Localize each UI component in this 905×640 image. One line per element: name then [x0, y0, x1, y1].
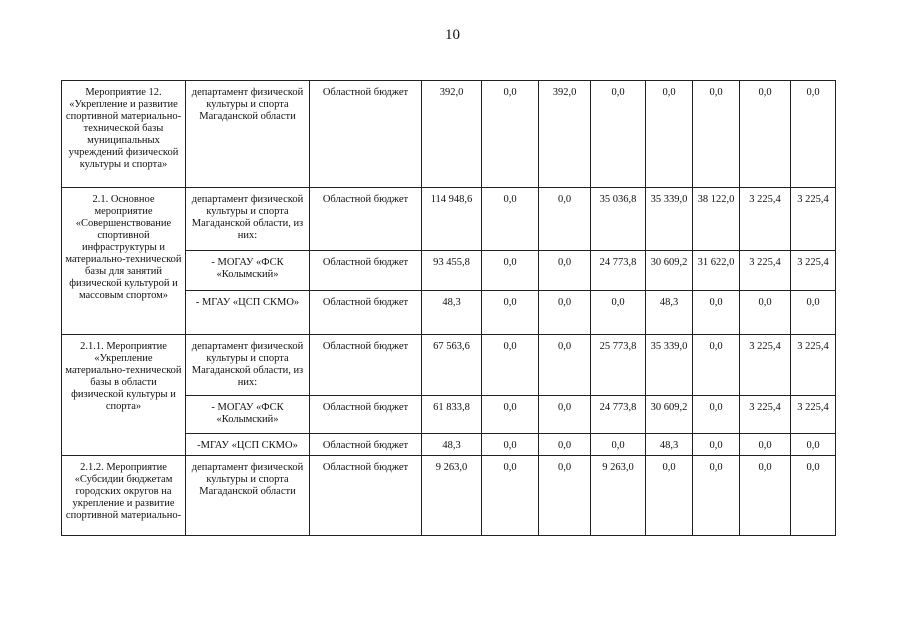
page-number: 10: [445, 27, 460, 43]
value-cell: 0,0: [693, 291, 740, 335]
value-cell: 38 122,0: [693, 188, 740, 251]
source-cell: Областной бюджет: [310, 335, 422, 396]
source-cell: Областной бюджет: [310, 434, 422, 456]
value-cell: 0,0: [482, 291, 539, 335]
value-cell: 392,0: [422, 81, 482, 188]
value-cell: 35 339,0: [646, 188, 693, 251]
value-cell: 30 609,2: [646, 396, 693, 434]
value-cell: 0,0: [646, 456, 693, 536]
value-cell: 35 339,0: [646, 335, 693, 396]
value-cell: 0,0: [740, 456, 791, 536]
value-cell: 0,0: [693, 456, 740, 536]
value-cell: 0,0: [791, 456, 836, 536]
source-cell: Областной бюджет: [310, 456, 422, 536]
value-cell: 48,3: [646, 434, 693, 456]
value-cell: 35 036,8: [591, 188, 646, 251]
value-cell: 0,0: [539, 434, 591, 456]
value-cell: 0,0: [539, 291, 591, 335]
value-cell: 9 263,0: [422, 456, 482, 536]
executor-cell: - МОГАУ «ФСК «Колымский»: [186, 251, 310, 291]
executor-cell: - МГАУ «ЦСП СКМО»: [186, 291, 310, 335]
value-cell: 9 263,0: [591, 456, 646, 536]
executor-cell: департамент физической культуры и спорта Магаданской области: [186, 81, 310, 188]
source-cell: Областной бюджет: [310, 251, 422, 291]
value-cell: 0,0: [482, 335, 539, 396]
value-cell: 24 773,8: [591, 396, 646, 434]
executor-cell: -МГАУ «ЦСП СКМО»: [186, 434, 310, 456]
value-cell: 48,3: [422, 434, 482, 456]
value-cell: 0,0: [693, 335, 740, 396]
executor-cell: департамент физической культуры и спорта Магаданской области: [186, 456, 310, 536]
value-cell: 93 455,8: [422, 251, 482, 291]
value-cell: 3 225,4: [791, 396, 836, 434]
event-cell: 2.1.2. Мероприятие «Субсидии бюджетам городских округов на укрепление и развитие спортивной материально-: [62, 456, 186, 536]
executor-cell: - МОГАУ «ФСК «Колымский»: [186, 396, 310, 434]
value-cell: 0,0: [539, 335, 591, 396]
executor-cell: департамент физической культуры и спорта Магаданской области, из них:: [186, 335, 310, 396]
value-cell: 0,0: [591, 434, 646, 456]
value-cell: 0,0: [740, 291, 791, 335]
event-cell: 2.1.1. Мероприятие «Укрепление материально-технической базы в области физической культуры и спорта»: [62, 335, 186, 456]
value-cell: 30 609,2: [646, 251, 693, 291]
value-cell: 0,0: [482, 396, 539, 434]
table-row: [62, 335, 836, 396]
value-cell: 0,0: [482, 251, 539, 291]
value-cell: 0,0: [482, 456, 539, 536]
value-cell: 0,0: [482, 188, 539, 251]
value-cell: 0,0: [791, 434, 836, 456]
event-cell: Мероприятие 12. «Укрепление и развитие спортивной материально-технической базы муниципальных учреждений физической культуры и спорта»: [62, 81, 186, 188]
value-cell: 0,0: [482, 434, 539, 456]
value-cell: 0,0: [591, 81, 646, 188]
value-cell: 0,0: [693, 396, 740, 434]
source-cell: Областной бюджет: [310, 188, 422, 251]
table-row: [62, 456, 836, 536]
value-cell: 0,0: [693, 81, 740, 188]
value-cell: 0,0: [539, 456, 591, 536]
value-cell: 3 225,4: [791, 335, 836, 396]
value-cell: 67 563,6: [422, 335, 482, 396]
table-row: [62, 81, 836, 188]
value-cell: 3 225,4: [740, 396, 791, 434]
value-cell: 61 833,8: [422, 396, 482, 434]
value-cell: 48,3: [422, 291, 482, 335]
value-cell: 0,0: [740, 434, 791, 456]
value-cell: 0,0: [791, 81, 836, 188]
value-cell: 0,0: [740, 81, 791, 188]
budget-table: [61, 80, 836, 536]
value-cell: 0,0: [539, 251, 591, 291]
value-cell: 3 225,4: [740, 335, 791, 396]
event-cell: 2.1. Основное мероприятие «Совершенствование спортивной инфраструктуры и материально-технической базы для занятий физической культурой и массовым спортом»: [62, 188, 186, 335]
value-cell: 0,0: [591, 291, 646, 335]
value-cell: 3 225,4: [791, 251, 836, 291]
value-cell: 31 622,0: [693, 251, 740, 291]
value-cell: 48,3: [646, 291, 693, 335]
value-cell: 3 225,4: [740, 251, 791, 291]
source-cell: Областной бюджет: [310, 291, 422, 335]
value-cell: 0,0: [646, 81, 693, 188]
executor-cell: департамент физической культуры и спорта Магаданской области, из них:: [186, 188, 310, 251]
value-cell: 114 948,6: [422, 188, 482, 251]
source-cell: Областной бюджет: [310, 81, 422, 188]
value-cell: 0,0: [482, 81, 539, 188]
value-cell: 392,0: [539, 81, 591, 188]
table-row: [62, 188, 836, 251]
source-cell: Областной бюджет: [310, 396, 422, 434]
value-cell: 0,0: [791, 291, 836, 335]
value-cell: 3 225,4: [791, 188, 836, 251]
value-cell: 0,0: [539, 396, 591, 434]
value-cell: 0,0: [693, 434, 740, 456]
value-cell: 3 225,4: [740, 188, 791, 251]
value-cell: 25 773,8: [591, 335, 646, 396]
value-cell: 24 773,8: [591, 251, 646, 291]
value-cell: 0,0: [539, 188, 591, 251]
